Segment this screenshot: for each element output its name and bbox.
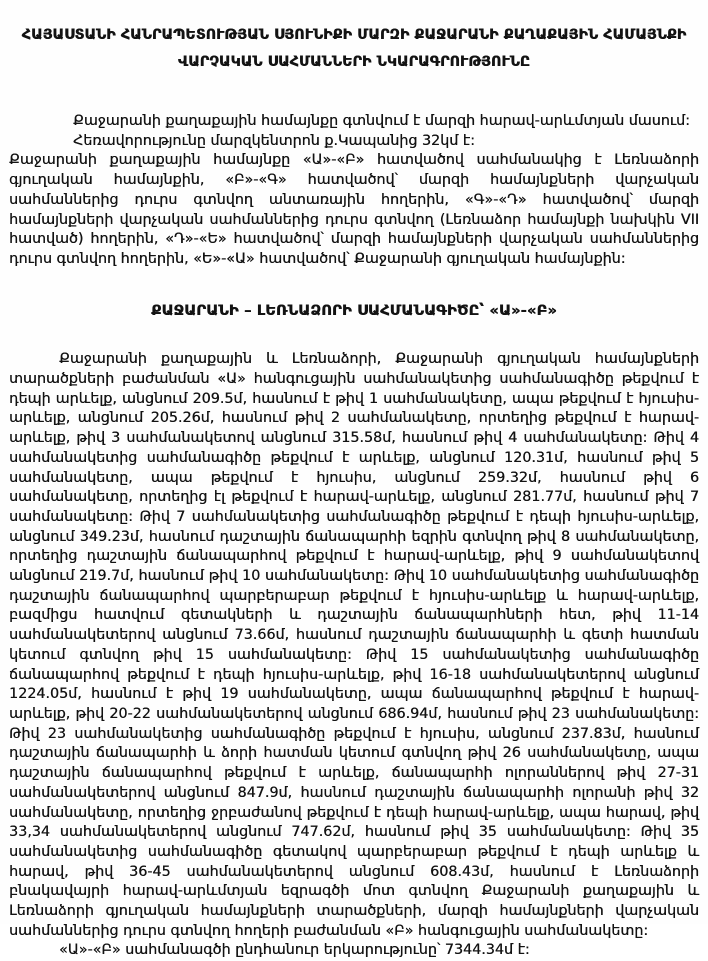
intro-distance-paragraph: Հեռավորությունը մարզկենտրոն ք.Կապանից 32կմ է:	[73, 132, 475, 149]
boundary-description-paragraph: Քաջարանի քաղաքային և Լեռնաձորի, Քաջարանի գյուղական համայնքների տարածքների բաժանման «Ա» հանգուցային սահմանակետից սահմանագիծը թեքվում է դեպի արևելք, անցնում 209.5մ, հասնում է թիվ 1 սահմանակետը, ապա թեքվում է հյուսիս-արևելք, անցնում 205.26մ, հասնում թիվ 2 սահմանակետը, որտեղից թեքվում է հարավ-արևելք, թիվ 3 սահմանակետով անցնում 315.58մ, հասնում թիվ 4 սահմանակետը: Թիվ 4 սահմանակետից սահմանագիծը թեքվում է արևելք, անցնում 120.31մ, հասնում թիվ 5 սահմանակետը, ապա թեքվում է հյուսիս, անցնում 259.32մ, հասնում թիվ 6 սահմանակետը, որտեղից էլ թեքվում է հարավ-արևելք, անցնում 281.77մ, հասնում թիվ 7 սահմանակետը: Թիվ 7 սահմանակետից սահմանագիծը թեքվում է դեպի հյուսիս-արևելք, անցնում 349.23մ, հասնում դաշտային ճանապարհի եզրին գտնվող թիվ 8 սահմանակետը, որտեղից դաշտային ճանապարհով թեքվում է հարավ-արևելք, թիվ 9 սահմանակետով անցնում 219.7մ, հասնում թիվ 10 սահմանակետը: Թիվ 10 սահմանակետից սահմանագիծը դաշտային ճանապարհով պարբերաբար թեքվում է հյուսիս-արևելք և հարավ-արևելք, բազմիցս հատվում գետակների և դաշտային ճանապարհների հետ, թիվ 11-14 սահմանակետերով անցնում 73.66մ, հասնում դաշտային ճանապարհի և գետի հատման կետում գտնվող թիվ 15 սահմանակետը: Թիվ 15 սահմանակետից սահմանագիծը ճանապարհով թեքվում է դեպի հյուսիս-արևելք, թիվ 16-18 սահմանակետերով անցնում 1224.05մ, հասնում է թիվ 19 սահմանակետը, ապա ճանապարհով թեքվում է հարավ-արևելք, թիվ 20-22 սահմանակետերով անցնում 686.94մ, հասնում թիվ 23 սահմանակետը: Թիվ 23 սահմանակետից սահմանագիծը թեքվում է հյուսիս, անցնում 237.83մ, հասնում դաշտային ճանապարհի և ձորի հատման կետում գտնվող թիվ 26 սահմանակետը, ապա դաշտային ճանապարհով թեքվում է արևելք, ճանապարհի ոլորաններով թիվ 27-31 սահմանակետերով անցնում 847.9մ, հասնում դաշտային ճանապարհի ոլորանի թիվ 32 սահմանակետը, որտեղից ջրբաժանով թեքվում է դեպի հարավ-արևելք, ապա հարավ, թիվ 33,34 սահմանակետերով անցնում 747.62մ, հասնում թիվ 35 սահմանակետը: Թիվ 35 սահմանակետից սահմանագիծը գետակով պարբերաբար թեքվում է դեպի արևելք և հարավ, թիվ 36-45 սահմանակետերով անցնում 608.43մ, հասնում է Լեռնաձորի բնակավայրի հարավ-արևմտյան եզրագծի մոտ գտնվող Քաջարանի քաղաքային և Լեռնաձորի գյուղական համայնքների տարածքների, մարզի համայնքների վարչական սահմաններից դուրս գտնվող հողերի բաժանման «Բ» հանգուցային սահմանակետը:	[9, 351, 699, 939]
total-length-paragraph: «Ա»-«Բ» սահմանագծի ընդհանուր երկարությունը՝ 7344.34մ է:	[59, 942, 530, 959]
intro-location-paragraph: Քաջարանի քաղաքային համայնքը գտնվում է մարզի հարավ-արևմտյան մասում:	[73, 113, 690, 129]
document-title-line2: ՎԱՐՉԱԿԱՆ ՍԱՀՄԱՆՆԵՐԻ ՆԿԱՐԱԳՐՈՒԹՅՈՒՆԸ	[177, 54, 531, 70]
document-title	[9, 22, 699, 76]
document-title-line1: ՀԱՅԱՍՏԱՆԻ ՀԱՆՐԱՊԵՏՈՒԹՅԱՆ ՍՅՈՒՆԻՔԻ ՄԱՐԶԻ ՔԱՋԱՐԱՆԻ ՔԱՂԱՔԱՅԻՆ ՀԱՄԱՅՆՔԻ	[21, 27, 687, 43]
section-heading: ՔԱՋԱՐԱՆԻ – ԼԵՌՆԱՁՈՐԻ ՍԱՀՄԱՆԱԳԻԾԸ՝ «Ա»-«Բ»	[151, 301, 557, 319]
intro-adjacency-paragraph: Քաջարանի քաղաքային համայնքը «Ա»-«Բ» հատվածով սահմանակից է Լեռնաձորի գյուղական համայնքին, «Բ»-«Գ» հատվածով՝ մարզի համայնքների վարչական սահմաններից դուրս գտնվող անտառային հողերին, «Գ»-«Դ» հատվածով՝ մարզի համայնքների վարչական սահմաններից դուրս գտնվող (Լեռնաձոր համայնքի նախկին VII հատված) հողերին, «Դ»-«Ե» հատվածով՝ մարզի համայնքների վարչական սահմաններից դուրս գտնվող հողերին, «Ե»-«Ա» հատվածով՝ Քաջարանի գյուղական համայնքին:	[9, 152, 699, 267]
